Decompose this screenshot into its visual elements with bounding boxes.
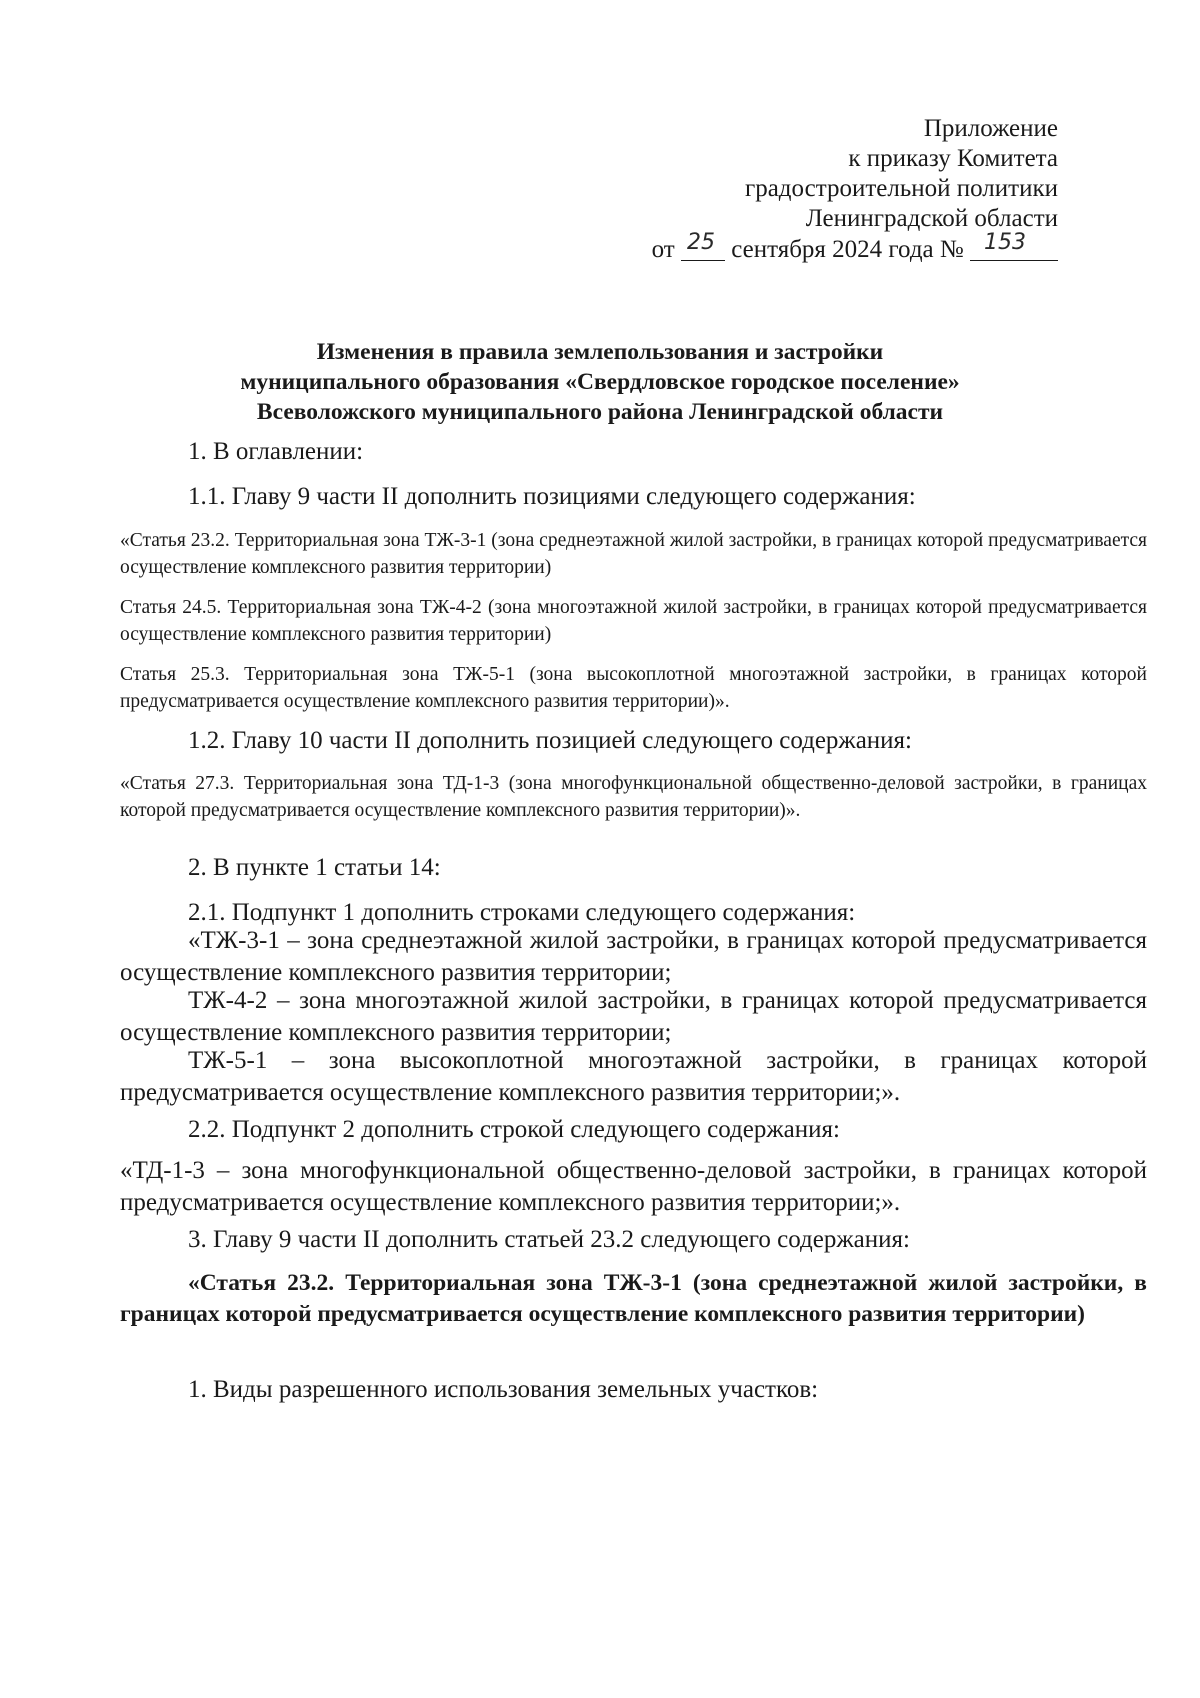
zone-tzh-3-1-line: «ТЖ-3-1 – зона среднеэтажной жилой застройки, в границах которой предусматривается осуществление комплексного развития территории; — [120, 927, 1147, 986]
handwritten-day: 25 — [686, 230, 715, 255]
section-2-1-heading: 2.1. Подпункт 1 дополнить строками следующего содержания: — [188, 899, 856, 926]
section-2-2-heading: 2.2. Подпункт 2 дополнить строкой следующего содержания: — [188, 1116, 840, 1143]
article-23-2-heading: «Статья 23.2. Территориальная зона ТЖ-3-1 (зона среднеэтажной жилой застройки, в границах которой предусматривается осуществление комплексного развития территории) — [120, 1270, 1147, 1327]
zone-tzh-4-2-line: ТЖ-4-2 – зона многоэтажной жилой застройки, в границах которой предусматривается осуществление комплексного развития территории; — [120, 987, 1147, 1046]
section-1-heading: 1. В оглавлении: — [188, 438, 364, 465]
zone-td-1-3-line: «ТД-1-3 – зона многофункциональной общественно-деловой застройки, в границах которой предусматривается осуществление комплексного развития территории;». — [120, 1157, 1147, 1216]
article-23-2-entry: «Статья 23.2. Территориальная зона ТЖ-3-1 (зона среднеэтажной жилой застройки, в границах которой предусматривается осуществление комплексного развития территории) — [120, 530, 1147, 578]
section-3-heading: 3. Главу 9 части II дополнить статьей 23.2 следующего содержания: — [188, 1226, 910, 1253]
document-title-line-2: муниципального образования «Свердловское городское поселение» — [240, 369, 960, 395]
article-27-3-entry: «Статья 27.3. Территориальная зона ТД-1-3 (зона многофункциональной общественно-деловой застройки, в границах которой предусматривается осуществление комплексного развития территории)». — [120, 773, 1147, 821]
zone-tzh-5-1-line: ТЖ-5-1 – зона высокоплотной многоэтажной застройки, в границах которой предусматривается осуществление комплексного развития территории;». — [120, 1047, 1147, 1106]
region-name: Ленинградской области — [805, 205, 1058, 232]
committee-name: градостроительной политики — [744, 175, 1058, 202]
number-field — [970, 230, 1058, 261]
section-2-heading: 2. В пункте 1 статьи 14: — [188, 854, 441, 881]
date-middle: сентября 2024 года № — [731, 236, 964, 263]
section-1-2-heading: 1.2. Главу 10 части II дополнить позицией следующего содержания: — [188, 727, 912, 754]
section-3-1-heading: 1. Виды разрешенного использования земельных участков: — [188, 1376, 819, 1403]
handwritten-number: 153 — [984, 230, 1026, 255]
article-24-5-entry: Статья 24.5. Территориальная зона ТЖ-4-2 (зона многоэтажной жилой застройки, в границах которой предусматривается осуществление комплексного развития территории) — [120, 597, 1147, 645]
section-1-1-heading: 1.1. Главу 9 части II дополнить позициями следующего содержания: — [188, 483, 916, 510]
document-title-line-1: Изменения в правила землепользования и застройки — [316, 339, 884, 365]
appendix-label: Приложение — [923, 115, 1058, 142]
date-prefix: от — [651, 236, 675, 263]
order-date-line — [651, 230, 1058, 265]
document-title-line-3: Всеволожского муниципального района Ленинградской области — [256, 399, 944, 425]
day-field — [681, 230, 725, 261]
article-25-3-entry: Статья 25.3. Территориальная зона ТЖ-5-1 (зона высокоплотной многоэтажной застройки, в границах которой предусматривается осуществление комплексного развития территории)». — [120, 664, 1147, 712]
order-reference: к приказу Комитета — [848, 145, 1058, 172]
